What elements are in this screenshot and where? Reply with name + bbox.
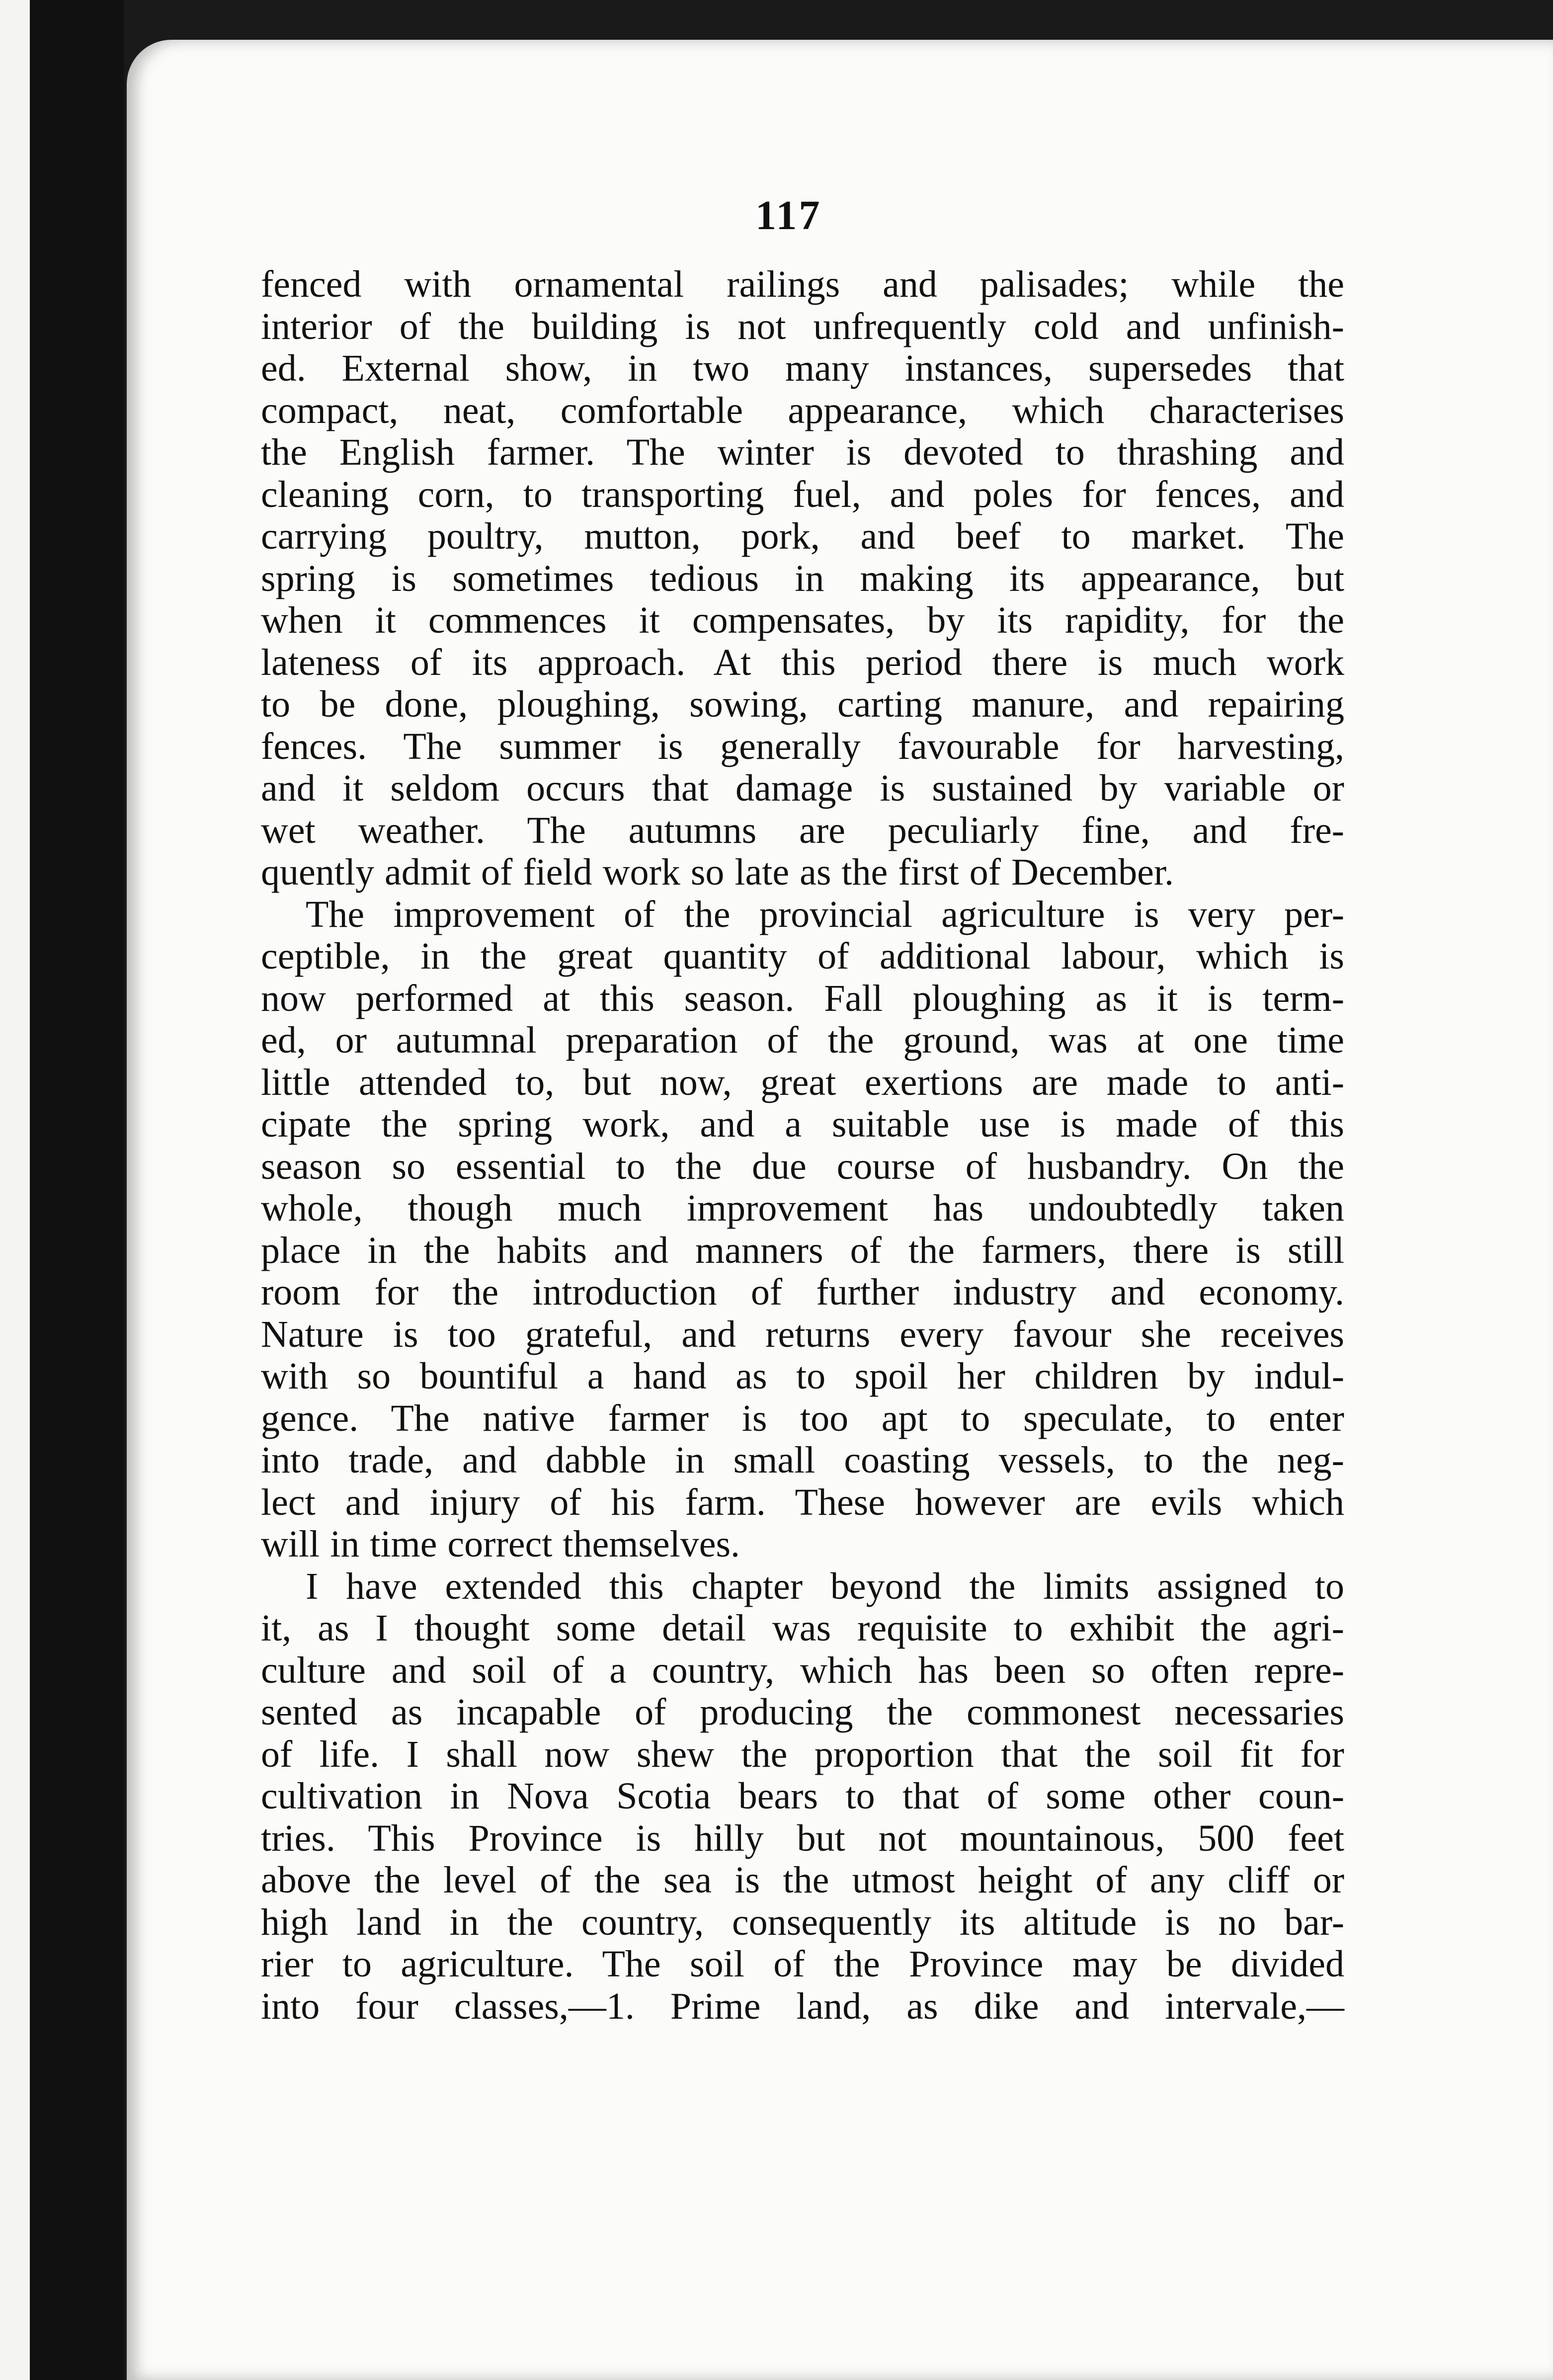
text-line: now performed at this season. Fall ploughing as it is term- [261,977,1344,1019]
text-line: cleaning corn, to transporting fuel, and poles for fences, and [261,473,1344,515]
text-line: interior of the building is not unfrequently cold and unfinish- [261,305,1344,347]
text-line: quently admit of field work so late as the first of December. [261,851,1174,893]
text-line: I have extended this chapter beyond the limits assigned to [306,1565,1344,1607]
text-line: little attended to, but now, great exertions are made to anti- [261,1061,1344,1103]
text-line: carrying poultry, mutton, pork, and beef to market. The [261,515,1344,557]
body-text [261,263,1344,2027]
text-line: rier to agriculture. The soil of the Province may be divided [261,1943,1344,1985]
text-line: it, as I thought some detail was requisite to exhibit the agri- [261,1607,1344,1649]
text-line: into trade, and dabble in small coasting vessels, to the neg- [261,1439,1344,1481]
text-line: tries. This Province is hilly but not mountainous, 500 feet [261,1817,1344,1859]
text-line: wet weather. The autumns are peculiarly fine, and fre- [261,809,1344,851]
text-line: Nature is too grateful, and returns every favour she receives [261,1313,1344,1355]
text-line: of life. I shall now shew the proportion that the soil fit for [261,1733,1344,1775]
text-line: culture and soil of a country, which has been so often repre- [261,1649,1344,1691]
text-line: room for the introduction of further industry and economy. [261,1271,1344,1313]
text-line: gence. The native farmer is too apt to speculate, to enter [261,1397,1344,1439]
text-line: ed, or autumnal preparation of the ground, was at one time [261,1019,1344,1061]
text-line: sented as incapable of producing the commonest necessaries [261,1691,1344,1733]
text-line: place in the habits and manners of the farmers, there is still [261,1229,1344,1271]
text-line: with so bountiful a hand as to spoil her children by indul- [261,1355,1344,1397]
text-line: lect and injury of his farm. These however are evils which [261,1481,1344,1523]
paragraph [261,263,1344,894]
paragraph [261,1565,1344,2028]
text-line: will in time correct themselves. [261,1523,740,1565]
text-line: lateness of its approach. At this period there is much work [261,641,1344,683]
text-line: ceptible, in the great quantity of additional labour, which is [261,935,1344,977]
text-line: and it seldom occurs that damage is sustained by variable or [261,767,1344,809]
text-line: spring is sometimes tedious in making its appearance, but [261,557,1344,599]
text-line: fenced with ornamental railings and palisades; while the [261,263,1344,305]
text-line: the English farmer. The winter is devoted to thrashing and [261,431,1344,473]
text-line: whole, though much improvement has undoubtedly taken [261,1187,1344,1229]
scan-background [30,0,124,2380]
text-line: into four classes,—1. Prime land, as dike and intervale,— [261,1985,1344,2027]
paragraph [261,894,1344,1565]
text-line: compact, neat, comfortable appearance, which characterises [261,389,1344,431]
adjacent-page-edge [0,0,30,2380]
text-line: ed. External show, in two many instances, supersedes that [261,347,1344,389]
text-line: fences. The summer is generally favourable for harvesting, [261,725,1344,767]
text-line: when it commences it compensates, by its rapidity, for the [261,599,1344,641]
text-line: The improvement of the provincial agriculture is very per- [306,893,1344,935]
text-line: season so essential to the due course of husbandry. On the [261,1145,1344,1187]
text-line: to be done, ploughing, sowing, carting manure, and repairing [261,683,1344,725]
page-number: 117 [755,192,822,239]
text-line: cultivation in Nova Scotia bears to that of some other coun- [261,1775,1344,1817]
text-line: above the level of the sea is the utmost height of any cliff or [261,1859,1344,1901]
text-line: high land in the country, consequently its altitude is no bar- [261,1901,1344,1943]
text-line: cipate the spring work, and a suitable use is made of this [261,1103,1344,1145]
